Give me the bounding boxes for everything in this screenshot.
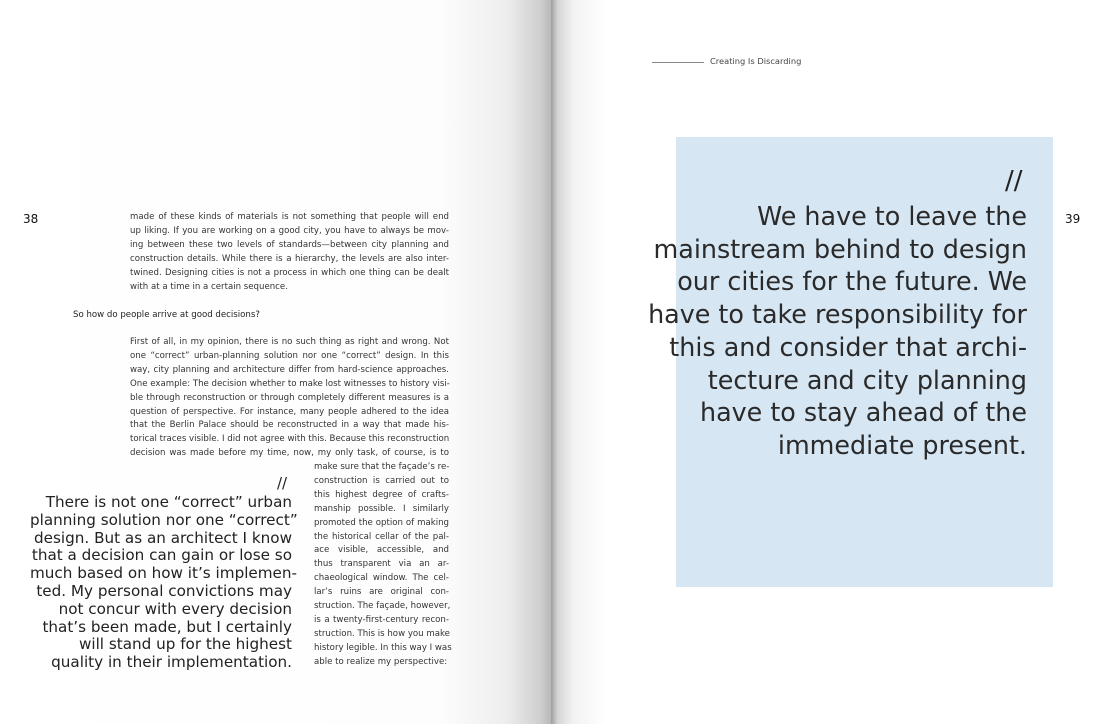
pull-quote-line: that a decision can gain or lose so [31,546,292,565]
page-number-right: 39 [1065,212,1081,226]
text-line: made of these kinds of materials is not something that people will end [130,212,449,222]
pull-quote-line: design. But as an architect I know [34,528,292,547]
text-line: thus transparent via an ar- [314,559,449,570]
pull-quote-line: not concur with every decision [58,599,292,618]
paragraph-2-full-width [130,336,449,461]
text-line: make sure that the façade’s re- [314,462,450,472]
pull-quote-line: have to take responsibility for [648,299,1027,330]
interview-question: So how do people arrive at good decisions? [73,310,260,320]
text-line: struction. The façade, however, [314,601,451,612]
pull-quote-left [30,493,298,672]
pull-quote-line: mainstream behind to design [653,233,1027,264]
text-line: construction details. While there is a hierarchy, the levels are also inter- [130,253,449,264]
text-line: question of perspective. For instance, many people adhered to the idea [130,406,449,417]
text-line: with at a time in a certain sequence. [130,281,288,292]
text-line: ing between these two levels of standards—between city planning and [130,239,449,250]
text-line: way, city planning and architecture differ from hard-science approaches. [130,364,449,375]
pull-quote-line: our cities for the future. We [677,266,1027,297]
running-head-rule [652,62,704,63]
pull-quote-line: that’s been made, but I certainly [42,617,292,636]
text-line: ble through reconstruction or through completely different measures is a [130,392,449,403]
text-line: chaeological window. The cel- [314,573,449,584]
text-line: that the Berlin Palace should be reconstructed in a way that made his- [130,420,449,431]
pull-quote-line: planning solution nor one “correct” [30,510,298,529]
text-line: promoted the option of making [314,517,449,528]
pull-quote-line: much based on how it’s implemen- [30,564,298,583]
pull-quote-marker-right: // [1005,166,1023,196]
pull-quote-line: We have to leave the [757,201,1027,231]
text-line: is a twenty-first-century recon- [314,614,449,625]
text-line: this highest degree of crafts- [314,489,449,500]
text-line: struction. This is how you make [314,628,450,639]
text-line: First of all, in my opinion, there is no such thing as right and wrong. Not [130,337,449,347]
pull-quote-right [616,200,1027,462]
text-line: history legible. In this way I was [314,642,452,653]
text-line: the historical cellar of the pal- [314,531,449,542]
text-line: construction is carried out to [314,475,449,486]
paragraph-1 [130,211,449,294]
text-line: One example: The decision whether to make lost witnesses to history visi- [130,378,450,389]
text-line: torical traces visible. I did not agree with this. Because this reconstruction [130,434,450,445]
pull-quote-line: ted. My personal convictions may [36,581,292,600]
running-head: Creating Is Discarding [710,56,802,66]
pull-quote-line: this and consider that archi- [669,331,1027,362]
text-line: ace visible, accessible, and [314,545,449,556]
pull-quote-line: will stand up for the highest [78,635,292,654]
text-line: one “correct” urban-planning solution nor one “correct” design. In this [130,350,449,361]
pull-quote-line: tecture and city planning [707,364,1027,395]
pull-quote-line: immediate present. [777,429,1027,460]
text-line: decision was made before my time, now, my only task, of course, is to [130,448,449,459]
text-line: lar’s ruins are original con- [314,587,449,598]
paragraph-2-narrow-column [314,461,452,670]
text-line: twined. Designing cities is not a process in which one thing can be dealt [130,267,449,278]
pull-quote-marker-left: // [277,474,288,492]
page-number-left: 38 [23,212,39,226]
pull-quote-line: have to stay ahead of the [699,397,1027,428]
text-line: able to realize my perspective: [314,656,448,667]
text-line: up liking. If you are working on a good city, you have to always be mov- [130,225,449,236]
text-line: manship possible. I similarly [314,503,449,514]
pull-quote-line: There is not one “correct” urban [45,493,292,511]
pull-quote-line: quality in their implementation. [51,653,292,672]
